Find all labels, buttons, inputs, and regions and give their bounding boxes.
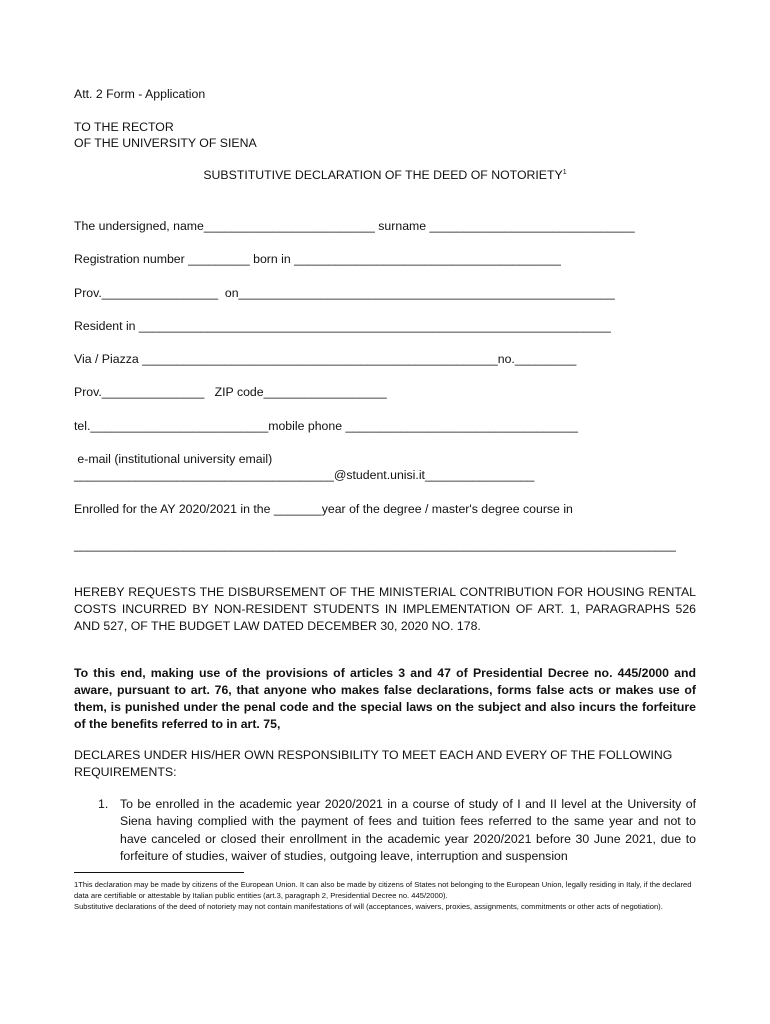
recipient-line-2: OF THE UNIVERSITY OF SIENA <box>74 136 257 150</box>
attachment-title: Att. 2 Form - Application <box>74 87 206 101</box>
list-item-text: To be enrolled in the academic year 2020/2021 in a course of study of I and II level at the University of Siena having complied with the payment of fees and tuition fees referred to the same year and not to have canceled or closed their enrollment in the academic year 2020/2021 before 30 June 2021, due to forfeiture of studies, waiver of studies, outgoing leave, interruption and suspension <box>120 797 696 863</box>
footnote-text <box>74 879 700 912</box>
email-label: e-mail (institutional university email) <box>74 452 273 466</box>
residence-field[interactable]: Resident in _____________________________________________________________________ <box>74 319 611 333</box>
name-surname-field[interactable]: The undersigned, name_________________________ surname ______________________________ <box>74 219 635 233</box>
registration-birthplace-field[interactable]: Registration number _________ born in _______________________________________ <box>74 252 561 266</box>
enrollment-year-field[interactable]: Enrolled for the AY 2020/2021 in the _______year of the degree / master's degree course in <box>74 502 573 516</box>
footnote-line-1: 1This declaration may be made by citizens of the European Union. It can also be made by citizens of States not belonging to the European Union, legally residing in Italy, if the declared data are certifiable or attestable by Italian public entities (art.3, paragraph 2, Presidential Decree no. 445/2000). <box>74 880 692 900</box>
province-zip-field[interactable]: Prov._______________ ZIP code__________________ <box>74 385 387 399</box>
footnote-line-2: Substitutive declarations of the deed of notoriety may not contain manifestations of will (acceptances, waivers, proxies, assignments, commitments or other acts of negotiation). <box>74 902 663 911</box>
recipient-line-1: TO THE RECTOR <box>74 120 174 134</box>
list-item-number: 1. <box>98 797 109 811</box>
declares-paragraph: DECLARES UNDER HIS/HER OWN RESPONSIBILITY TO MEET EACH AND EVERY OF THE FOLLOWING REQUIREMENTS: <box>74 748 673 779</box>
declaration-title <box>0 168 770 182</box>
phone-mobile-field[interactable]: tel.__________________________mobile phone __________________________________ <box>74 419 578 433</box>
province-date-field[interactable]: Prov._________________ on_______________________________________________________ <box>74 286 615 300</box>
footnote-divider <box>74 872 244 873</box>
declaration-title-text: SUBSTITUTIVE DECLARATION OF THE DEED OF NOTORIETY <box>203 168 563 182</box>
street-number-field[interactable]: Via / Piazza ____________________________________________________no._________ <box>74 352 577 366</box>
request-paragraph: HEREBY REQUESTS THE DISBURSEMENT OF THE MINISTERIAL CONTRIBUTION FOR HOUSING RENTAL COSTS INCURRED BY NON-RESIDENT STUDENTS IN IMPLEMENTATION OF ART. 1, PARAGRAPHS 526 AND 527, OF THE BUDGET LAW DATED DECEMBER 30, 2020 NO. 178. <box>74 585 696 633</box>
legal-awareness-paragraph: To this end, making use of the provisions of articles 3 and 47 of Presidential Decree no. 445/2000 and aware, pursuant to art. 76, that anyone who makes false declarations, forms false acts or makes use of them, is punished under the penal code and the special laws on the subject and also incurs the forfeiture of the benefits referred to in art. 75, <box>74 666 696 731</box>
footnote-reference: 1 <box>562 168 567 176</box>
degree-course-field[interactable]: ________________________________________________________________________________________ <box>74 538 676 552</box>
email-field[interactable]: ______________________________________@student.unisi.it________________ <box>74 468 535 482</box>
list-item <box>74 796 696 865</box>
